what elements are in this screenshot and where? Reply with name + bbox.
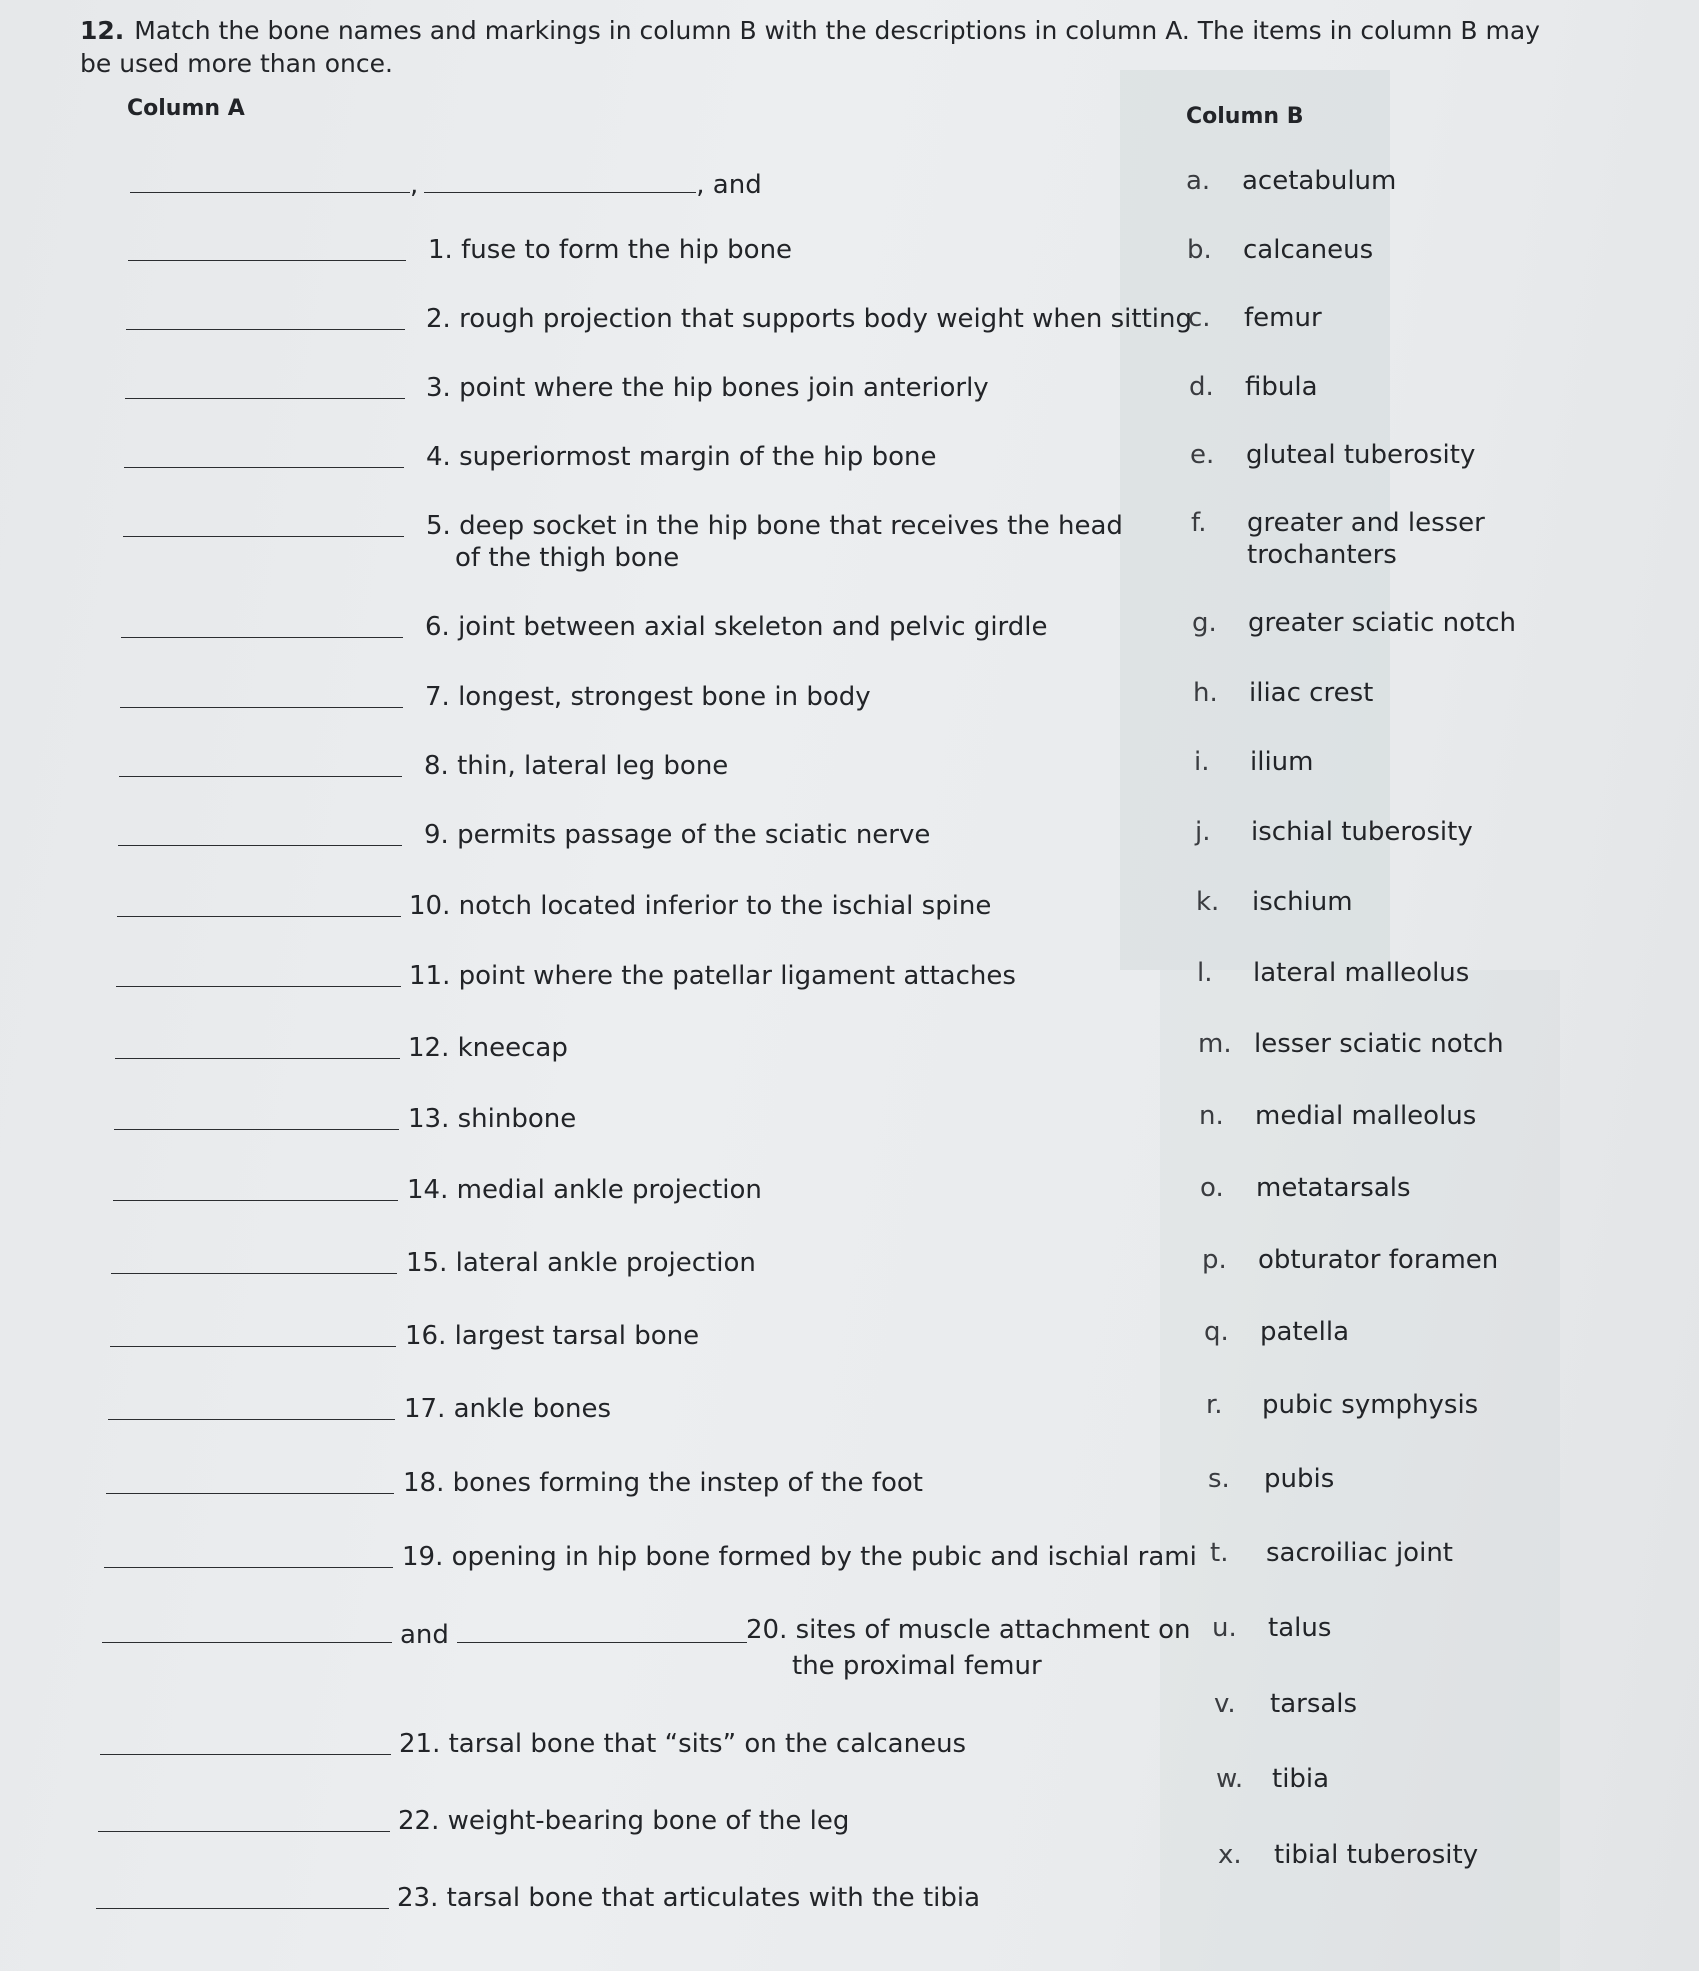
column-b-heading: Column B bbox=[1186, 104, 1304, 129]
answer-blank-5[interactable] bbox=[123, 510, 404, 537]
description-10: 10. notch located inferior to the ischial spine bbox=[409, 891, 992, 921]
option-u: u. talus bbox=[1212, 1613, 1332, 1643]
description-9: 9. permits passage of the sciatic nerve bbox=[424, 820, 931, 850]
description-23: 23. tarsal bone that articulates with the tibia bbox=[397, 1883, 981, 1913]
answer-blank-15[interactable] bbox=[111, 1247, 397, 1274]
description-12: 12. kneecap bbox=[408, 1033, 568, 1063]
option-o: o. metatarsals bbox=[1200, 1173, 1411, 1203]
answer-blank-2[interactable] bbox=[126, 303, 405, 330]
option-a: a. acetabulum bbox=[1186, 166, 1397, 196]
option-k: k. ischium bbox=[1196, 887, 1353, 917]
answer-blank-7[interactable] bbox=[120, 681, 403, 708]
description-20: 20. sites of muscle attachment on bbox=[746, 1615, 1191, 1645]
answer-blank-4[interactable] bbox=[124, 441, 404, 468]
description-20-cont: the proximal femur bbox=[792, 1651, 1042, 1681]
option-l: l. lateral malleolus bbox=[1197, 958, 1470, 988]
answer-blank-10[interactable] bbox=[117, 890, 401, 917]
answer-blank-1[interactable] bbox=[128, 234, 406, 261]
option-b: b. calcaneus bbox=[1187, 235, 1374, 265]
answer-blank-23[interactable] bbox=[96, 1882, 389, 1909]
description-1: 1. fuse to form the hip bone bbox=[428, 235, 793, 265]
answer-blank-16[interactable] bbox=[110, 1320, 396, 1347]
description-2: 2. rough projection that supports body weight when sitting bbox=[426, 304, 1192, 334]
description-11: 11. point where the patellar ligament attaches bbox=[409, 961, 1016, 991]
description-15: 15. lateral ankle projection bbox=[406, 1248, 756, 1278]
answer-blank-6[interactable] bbox=[121, 611, 403, 638]
description-17: 17. ankle bones bbox=[404, 1394, 611, 1424]
answer-blank-20a[interactable] bbox=[102, 1616, 392, 1643]
option-w: w. tibia bbox=[1216, 1764, 1330, 1794]
option-s: s. pubis bbox=[1208, 1464, 1335, 1494]
option-g: g. greater sciatic notch bbox=[1192, 608, 1517, 638]
option-q: q. patella bbox=[1204, 1317, 1350, 1347]
option-h: h. iliac crest bbox=[1193, 678, 1374, 708]
option-p: p. obturator foramen bbox=[1202, 1245, 1499, 1275]
description-8: 8. thin, lateral leg bone bbox=[424, 751, 729, 781]
answer-blank-17[interactable] bbox=[108, 1393, 395, 1420]
option-j: j. ischial tuberosity bbox=[1195, 817, 1473, 847]
answer-blank[interactable] bbox=[424, 166, 696, 193]
answer-blank-8[interactable] bbox=[119, 750, 402, 777]
answer-blank-13[interactable] bbox=[114, 1103, 399, 1130]
description-6: 6. joint between axial skeleton and pelvic girdle bbox=[425, 612, 1048, 642]
answer-row-first: , , and bbox=[130, 166, 762, 201]
option-v: v. tarsals bbox=[1214, 1689, 1358, 1719]
answer-blank-21[interactable] bbox=[100, 1728, 391, 1755]
description-14: 14. medial ankle projection bbox=[407, 1175, 762, 1205]
question-number: 12. bbox=[80, 16, 125, 45]
description-16: 16. largest tarsal bone bbox=[405, 1321, 700, 1351]
description-21: 21. tarsal bone that “sits” on the calcaneus bbox=[399, 1729, 967, 1759]
option-d: d. fibula bbox=[1189, 372, 1318, 402]
option-c: c. femur bbox=[1188, 303, 1322, 333]
option-t: t. sacroiliac joint bbox=[1210, 1538, 1453, 1568]
description-22: 22. weight-bearing bone of the leg bbox=[398, 1806, 850, 1836]
description-5-cont: of the thigh bone bbox=[455, 543, 680, 573]
option-f-cont: trochanters bbox=[1247, 540, 1397, 570]
answer-blank-14[interactable] bbox=[113, 1174, 398, 1201]
description-18: 18. bones forming the instep of the foot bbox=[403, 1468, 923, 1498]
answer-blank-20b[interactable] bbox=[457, 1616, 747, 1643]
answer-blank-19[interactable] bbox=[104, 1541, 393, 1568]
question-prompt bbox=[80, 14, 1560, 80]
answer-blank[interactable] bbox=[130, 166, 410, 193]
answer-blank-22[interactable] bbox=[98, 1805, 390, 1832]
description-4: 4. superiormost margin of the hip bone bbox=[426, 442, 937, 472]
option-f: f. greater and lesser bbox=[1191, 508, 1485, 538]
answer-blank-18[interactable] bbox=[106, 1467, 394, 1494]
option-m: m. lesser sciatic notch bbox=[1198, 1029, 1504, 1059]
description-7: 7. longest, strongest bone in body bbox=[425, 682, 871, 712]
answer-row-20: and bbox=[102, 1616, 747, 1651]
answer-blank-3[interactable] bbox=[125, 372, 405, 399]
description-3: 3. point where the hip bones join anteriorly bbox=[426, 373, 989, 403]
option-e: e. gluteal tuberosity bbox=[1190, 440, 1476, 470]
column-a-heading: Column A bbox=[127, 96, 245, 121]
description-19: 19. opening in hip bone formed by the pubic and ischial rami bbox=[402, 1542, 1197, 1572]
option-i: i. ilium bbox=[1194, 747, 1314, 777]
description-13: 13. shinbone bbox=[408, 1104, 577, 1134]
answer-blank-12[interactable] bbox=[115, 1032, 400, 1059]
answer-blank-11[interactable] bbox=[116, 960, 401, 987]
option-n: n. medial malleolus bbox=[1199, 1101, 1477, 1131]
option-r: r. pubic symphysis bbox=[1206, 1390, 1479, 1420]
answer-blank-9[interactable] bbox=[118, 819, 402, 846]
question-text: Match the bone names and markings in column B with the descriptions in column A. The items in column B may be used more than once. bbox=[80, 16, 1540, 78]
option-x: x. tibial tuberosity bbox=[1218, 1840, 1479, 1870]
description-5: 5. deep socket in the hip bone that receives the head bbox=[426, 511, 1123, 541]
